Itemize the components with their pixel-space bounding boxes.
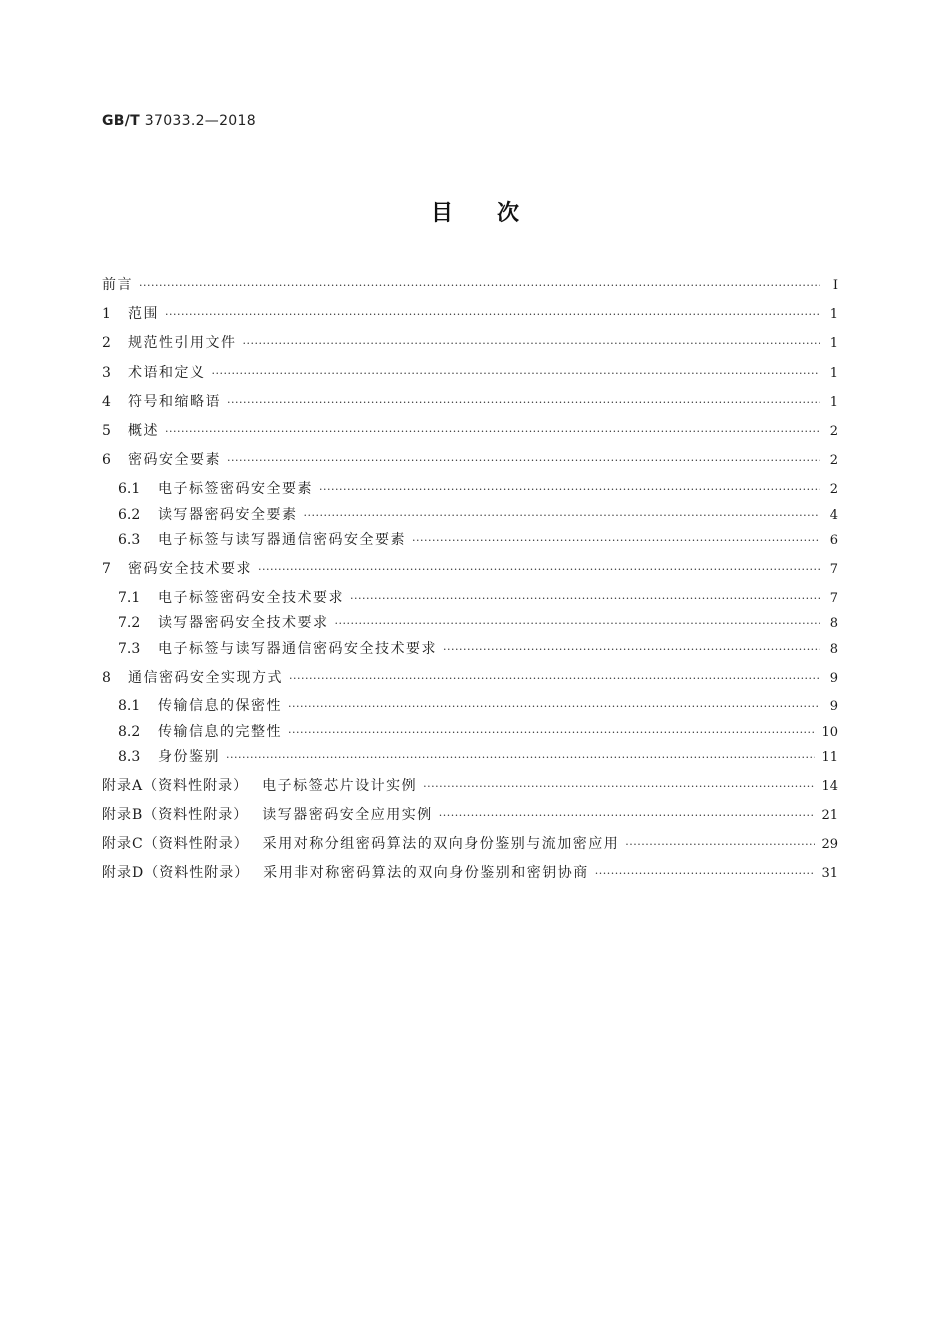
toc-entry-appendix-d[interactable] bbox=[102, 864, 838, 883]
toc-entry-page: 31 bbox=[821, 866, 838, 881]
dot-leader bbox=[439, 807, 816, 825]
toc-entry-label: 密码安全要素 bbox=[128, 452, 221, 468]
toc-entry-page: 11 bbox=[821, 750, 838, 765]
toc-entry-number: 附录C（资料性附录） bbox=[102, 836, 249, 852]
toc-entry-label: 传输信息的完整性 bbox=[158, 724, 282, 740]
dot-leader bbox=[139, 277, 820, 295]
standard-prefix: GB/T bbox=[102, 113, 141, 129]
toc-entry-7-3[interactable] bbox=[118, 640, 838, 659]
toc-entry-foreword[interactable] bbox=[102, 276, 838, 295]
toc-entry-label: 传输信息的保密性 bbox=[158, 698, 282, 714]
toc-entry-number: 2 bbox=[102, 335, 111, 351]
toc-entry-page: 29 bbox=[821, 837, 838, 852]
toc-entry-label: 读写器密码安全技术要求 bbox=[158, 615, 329, 631]
dot-leader bbox=[412, 532, 820, 550]
toc-entry-label: 身份鉴别 bbox=[158, 749, 220, 765]
toc-entry-1[interactable] bbox=[102, 305, 838, 324]
dot-leader bbox=[227, 452, 820, 470]
toc-entry-3[interactable] bbox=[102, 364, 838, 383]
toc-entry-8-1[interactable] bbox=[118, 697, 838, 716]
toc-entry-page: 14 bbox=[821, 779, 838, 794]
toc-entry-page: 9 bbox=[829, 699, 838, 714]
dot-leader bbox=[165, 423, 820, 441]
toc-entry-label: 电子标签密码安全技术要求 bbox=[158, 590, 344, 606]
toc-entry-number: 4 bbox=[102, 394, 111, 410]
toc-entry-number: 附录A（资料性附录） bbox=[102, 778, 249, 794]
toc-entry-page: 1 bbox=[829, 307, 838, 322]
toc-entry-label: 电子标签密码安全要素 bbox=[158, 481, 313, 497]
dot-leader bbox=[335, 615, 821, 633]
toc-entry-page: 6 bbox=[829, 533, 838, 548]
toc-entry-number: 3 bbox=[102, 365, 111, 381]
dot-leader bbox=[165, 306, 820, 324]
toc-entry-label: 电子标签与读写器通信密码安全要素 bbox=[158, 532, 406, 548]
dot-leader bbox=[423, 778, 815, 796]
toc-entry-number: 5 bbox=[102, 423, 111, 439]
toc-entry-page: 10 bbox=[821, 725, 838, 740]
toc-entry-page: 8 bbox=[829, 642, 838, 657]
toc-entry-8-2[interactable] bbox=[118, 723, 838, 742]
toc-entry-label: 符号和缩略语 bbox=[128, 394, 221, 410]
dot-leader bbox=[595, 865, 816, 883]
toc-entry-appendix-c[interactable] bbox=[102, 835, 838, 854]
toc-entry-page: 1 bbox=[829, 395, 838, 410]
toc-entry-label: 采用对称分组密码算法的双向身份鉴别与流加密应用 bbox=[262, 836, 620, 852]
toc-entry-number: 6.1 bbox=[118, 481, 141, 497]
toc-entry-6[interactable] bbox=[102, 451, 838, 470]
toc-entry-page: Ⅰ bbox=[832, 278, 838, 293]
dot-leader bbox=[288, 724, 815, 742]
toc-entry-label: 读写器密码安全应用实例 bbox=[262, 807, 433, 823]
toc-entry-6-3[interactable] bbox=[118, 531, 838, 550]
toc-entry-6-2[interactable] bbox=[118, 506, 838, 525]
dot-leader bbox=[289, 670, 820, 688]
toc-entry-label: 概述 bbox=[128, 423, 159, 439]
toc-entry-7[interactable] bbox=[102, 560, 838, 579]
toc-entry-number: 6.3 bbox=[118, 532, 141, 548]
toc-entry-page: 2 bbox=[829, 453, 838, 468]
toc-entry-label: 读写器密码安全要素 bbox=[158, 507, 298, 523]
toc-entry-number: 7.3 bbox=[118, 641, 141, 657]
dot-leader bbox=[243, 335, 821, 353]
toc-entry-page: 2 bbox=[829, 482, 838, 497]
dot-leader bbox=[258, 561, 820, 579]
toc-entry-number: 8.3 bbox=[118, 749, 141, 765]
toc-entry-number: 6 bbox=[102, 452, 111, 468]
toc-entry-7-1[interactable] bbox=[118, 589, 838, 608]
dot-leader bbox=[319, 481, 820, 499]
dot-leader bbox=[350, 590, 820, 608]
toc-entry-appendix-b[interactable] bbox=[102, 806, 838, 825]
toc-entry-2[interactable] bbox=[102, 334, 838, 353]
toc-entry-number: 附录B（资料性附录） bbox=[102, 807, 249, 823]
toc-entry-label: 规范性引用文件 bbox=[128, 335, 237, 351]
toc-entry-page: 8 bbox=[829, 616, 838, 631]
toc-entry-label: 电子标签与读写器通信密码安全技术要求 bbox=[158, 641, 437, 657]
toc-entry-number: 附录D（资料性附录） bbox=[102, 865, 250, 881]
dot-leader bbox=[226, 749, 815, 767]
standard-number: 37033.2—2018 bbox=[144, 113, 256, 129]
toc-entry-6-1[interactable] bbox=[118, 480, 838, 499]
toc-entry-8[interactable] bbox=[102, 669, 838, 688]
toc-entry-label: 密码安全技术要求 bbox=[128, 561, 252, 577]
toc-entry-page: 2 bbox=[829, 424, 838, 439]
toc-entry-5[interactable] bbox=[102, 422, 838, 441]
toc-entry-page: 7 bbox=[829, 591, 838, 606]
toc-entry-label: 术语和定义 bbox=[128, 365, 206, 381]
toc-entry-number: 7 bbox=[102, 561, 111, 577]
dot-leader bbox=[625, 836, 815, 854]
toc-entry-number: 8 bbox=[102, 670, 111, 686]
toc-entry-page: 7 bbox=[829, 562, 838, 577]
toc-entry-page: 9 bbox=[829, 671, 838, 686]
toc-entry-label: 范围 bbox=[128, 306, 159, 322]
dot-leader bbox=[304, 507, 821, 525]
dot-leader bbox=[443, 641, 820, 659]
dot-leader bbox=[227, 394, 820, 412]
toc-entry-label: 电子标签芯片设计实例 bbox=[262, 778, 418, 794]
toc-entry-number: 7.1 bbox=[118, 590, 141, 606]
toc-entry-4[interactable] bbox=[102, 393, 838, 412]
toc-entry-number: 7.2 bbox=[118, 615, 141, 631]
toc-entry-label: 通信密码安全实现方式 bbox=[128, 670, 283, 686]
toc-entry-page: 21 bbox=[821, 808, 838, 823]
toc-entry-page: 1 bbox=[829, 366, 838, 381]
toc-entry-7-2[interactable] bbox=[118, 614, 838, 633]
toc-entry-number: 8.2 bbox=[118, 724, 141, 740]
toc-title: 目次 bbox=[430, 201, 563, 226]
toc-entry-number: 1 bbox=[102, 306, 111, 322]
toc-entry-page: 4 bbox=[829, 508, 838, 523]
toc-entry-label: 采用非对称密码算法的双向身份鉴别和密钥协商 bbox=[263, 865, 589, 881]
dot-leader bbox=[212, 365, 821, 383]
standard-code bbox=[102, 113, 256, 129]
dot-leader bbox=[288, 698, 820, 716]
toc-entry-page: 1 bbox=[829, 336, 838, 351]
toc-entry-number: 8.1 bbox=[118, 698, 141, 714]
toc-entry-8-3[interactable] bbox=[118, 748, 838, 767]
toc-entry-number: 6.2 bbox=[118, 507, 141, 523]
toc-entry-label: 前言 bbox=[102, 277, 133, 293]
toc-entry-appendix-a[interactable] bbox=[102, 777, 838, 796]
